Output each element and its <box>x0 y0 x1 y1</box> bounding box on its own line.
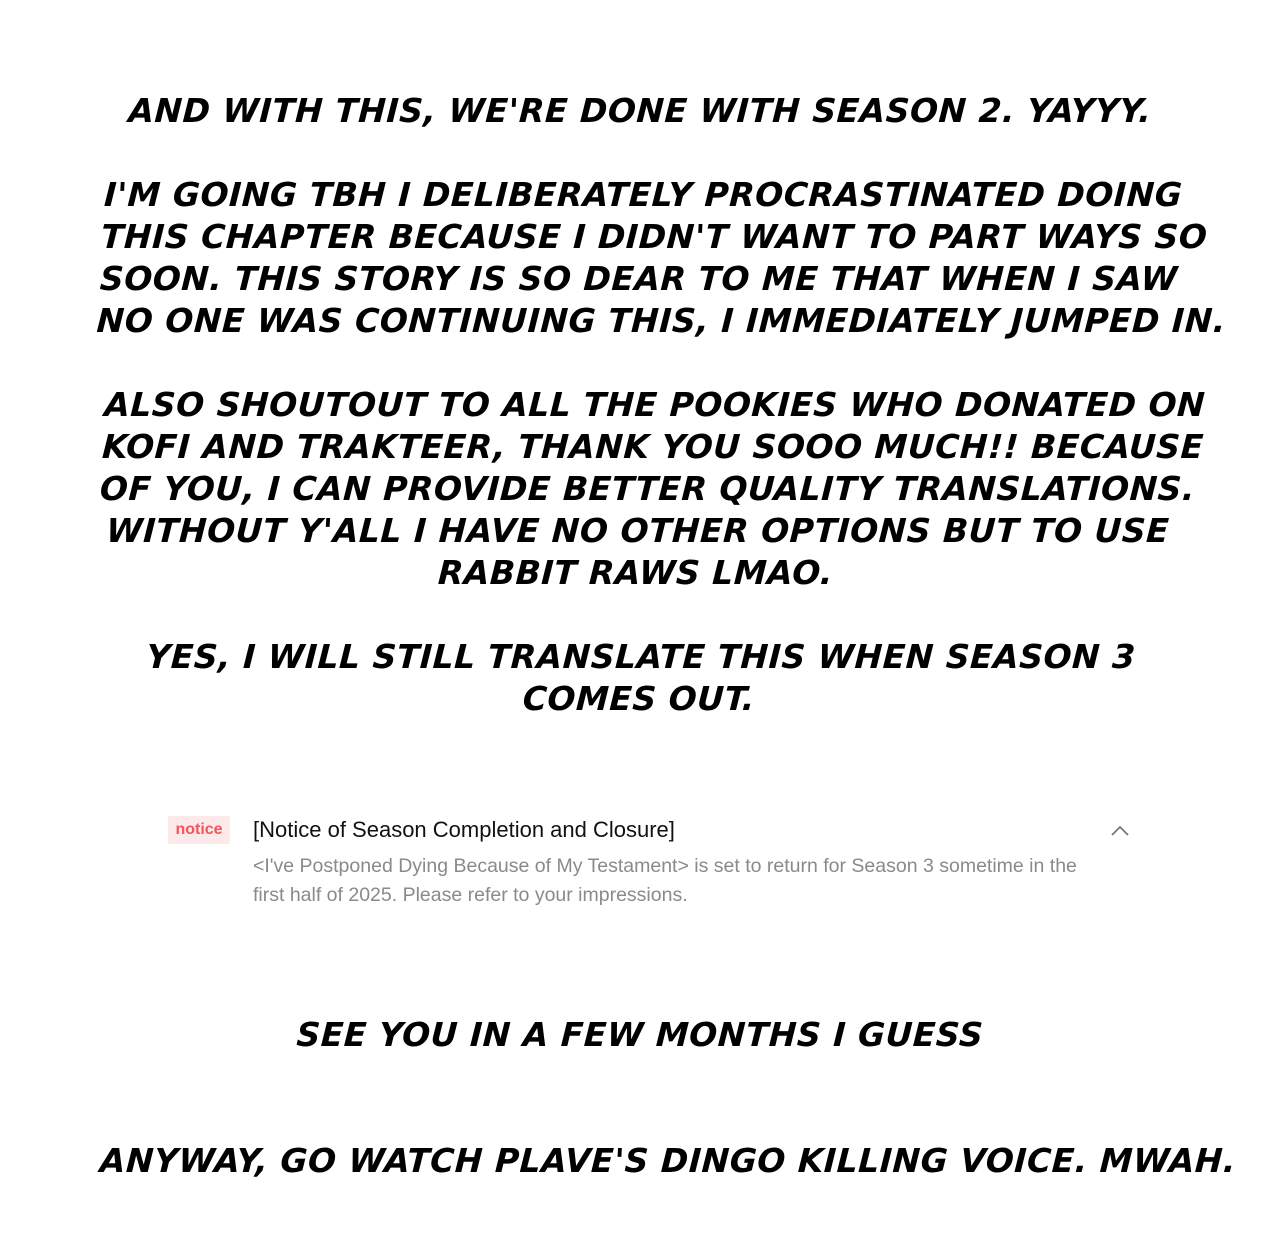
text-line: I'M GOING TBH I DELIBERATELY PROCRASTINATED DOING <box>103 175 1184 214</box>
text-line: OF YOU, I CAN PROVIDE BETTER QUALITY TRANSLATIONS. <box>99 469 1197 508</box>
paragraph-season-3 <box>98 636 1182 720</box>
text-line: RABBIT RAWS LMAO. <box>437 553 835 592</box>
notice-body-line: <I've Postponed Dying Because of My Testament> is set to return for Season 3 sometime in the <box>253 855 1077 877</box>
text-line: AND WITH THIS, WE'RE DONE WITH SEASON 2. YAYYY. <box>127 91 1153 130</box>
text-line: NO ONE WAS CONTINUING THIS, I IMMEDIATELY JUMPED IN. <box>95 301 1227 340</box>
notice-title[interactable]: [Notice of Season Completion and Closure] <box>253 817 675 842</box>
text-line: WITHOUT Y'ALL I HAVE NO OTHER OPTIONS BUT TO USE <box>105 511 1171 550</box>
chevron-up-icon[interactable] <box>1109 820 1131 842</box>
paragraph-shoutout <box>94 384 1207 594</box>
text-line: SOON. THIS STORY IS SO DEAR TO ME THAT WHEN I SAW <box>99 259 1179 298</box>
notice-badge: notice <box>168 816 230 844</box>
paragraph-anyway <box>99 1140 1238 1182</box>
text-line: SEE YOU IN A FEW MONTHS I GUESS <box>295 1015 985 1054</box>
notice-card <box>168 812 1143 922</box>
paragraph-season-done <box>99 90 1181 132</box>
notice-body-line: first half of 2025. Please refer to your impressions. <box>253 884 688 906</box>
text-line: ALSO SHOUTOUT TO ALL THE POOKIES WHO DONATED ON <box>103 385 1207 424</box>
text-line: COMES OUT. <box>521 679 757 718</box>
notice-body <box>253 852 1143 910</box>
paragraph-see-you <box>99 1014 1181 1056</box>
text-line: ANYWAY, GO WATCH PLAVE'S DINGO KILLING VOICE. MWAH. <box>99 1141 1238 1180</box>
paragraph-procrastinated <box>95 174 1227 342</box>
text-line: KOFI AND TRAKTEER, THANK YOU SOOO MUCH!! BECAUSE <box>101 427 1205 466</box>
text-line: YES, I WILL STILL TRANSLATE THIS WHEN SEASON 3 <box>145 637 1137 676</box>
text-line: THIS CHAPTER BECAUSE I DIDN'T WANT TO PART WAYS SO <box>100 217 1209 256</box>
